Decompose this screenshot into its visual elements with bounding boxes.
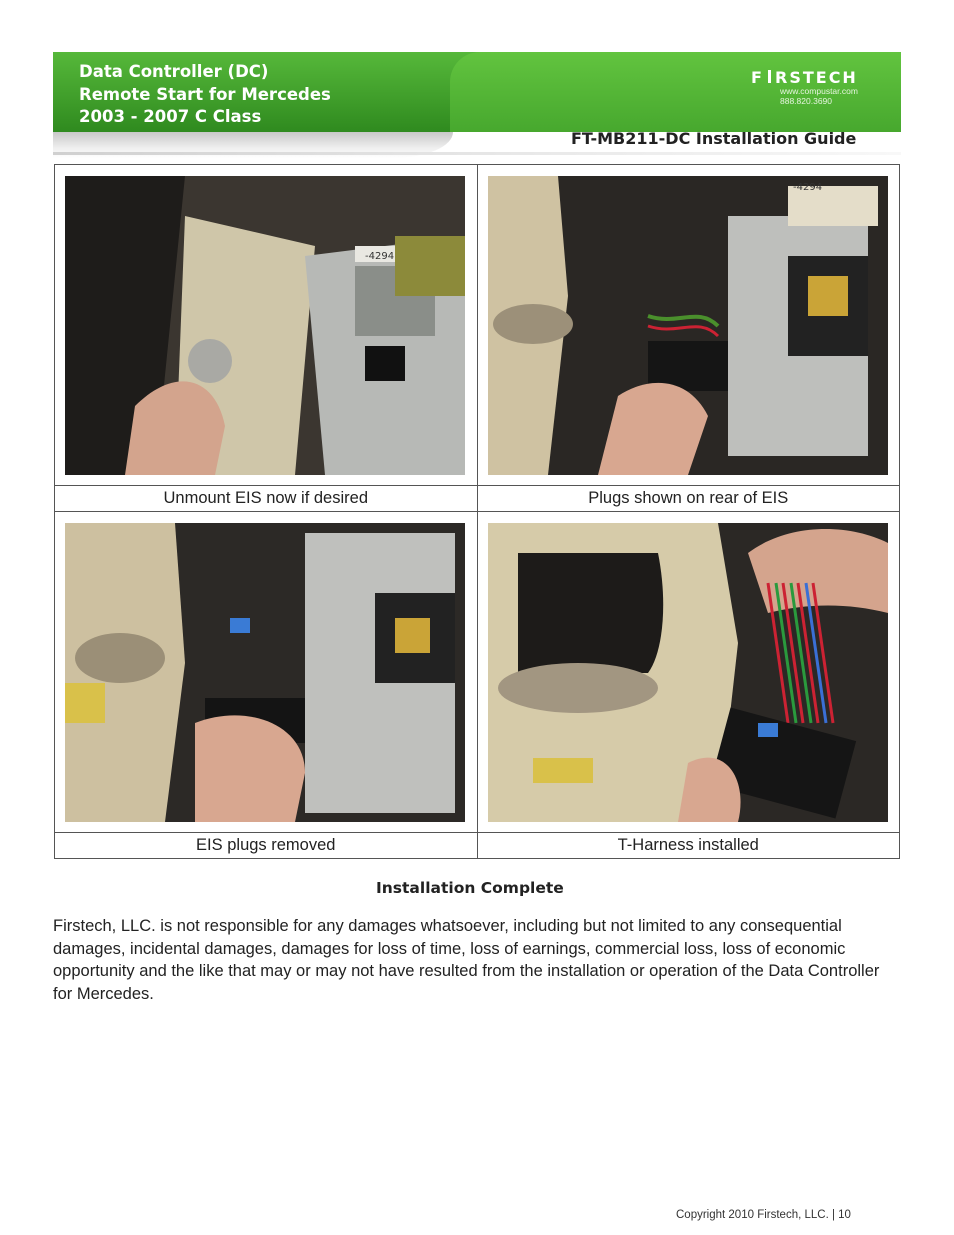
- header-divider: [53, 152, 901, 155]
- photo-cell-1: [55, 165, 478, 486]
- firstech-logo-icon: [751, 69, 879, 85]
- title-line-3: 2003 - 2007 C Class: [79, 107, 262, 126]
- caption-photo-1: Unmount EIS now if desired: [55, 486, 478, 512]
- photo-cell-3: [55, 512, 478, 833]
- caption-photo-2: Plugs shown on rear of EIS: [477, 486, 900, 512]
- photo-t-harness-installed-image: [488, 523, 888, 822]
- title-line-1: Data Controller (DC): [79, 62, 269, 81]
- caption-photo-4: T-Harness installed: [477, 833, 900, 859]
- photo-grid: [54, 164, 900, 859]
- guide-title: FT-MB211-DC Installation Guide: [571, 129, 857, 148]
- page-footer: Copyright 2010 Firstech, LLC. | 10: [676, 1209, 851, 1221]
- section-heading: Installation Complete: [376, 879, 564, 897]
- photo-eis-plugs-removed-image: [65, 523, 465, 822]
- disclaimer-paragraph: Firstech, LLC. is not responsible for any damages whatsoever, including but not limited to any consequential damages, incidental damages, damages for loss of time, loss of earnings, commercial loss, loss of economic opportunity and the like that may or may not have resulted from the installation or operation of the Data Controller for Mercedes.: [53, 917, 880, 1003]
- photo-cell-2: [477, 165, 900, 486]
- svg-text:RSTECH: RSTECH: [775, 69, 858, 85]
- photo-plugs-rear-eis: [488, 176, 888, 475]
- photo-plugs-rear-eis-image: [488, 176, 888, 475]
- photo-unmount-eis: [65, 176, 465, 475]
- photo-2-label: -4294: [792, 181, 822, 193]
- brand-url: www.compustar.com: [780, 86, 858, 96]
- brand-phone: 888.820.3690: [780, 96, 832, 106]
- photo-eis-plugs-removed: [65, 523, 465, 822]
- photo-unmount-eis-image: [65, 176, 465, 475]
- svg-text:F: F: [751, 69, 764, 85]
- title-line-2: Remote Start for Mercedes: [79, 84, 331, 104]
- caption-photo-3: EIS plugs removed: [55, 833, 478, 859]
- document-title: [79, 61, 331, 129]
- brand-contact: [780, 86, 858, 106]
- photo-cell-4: [477, 512, 900, 833]
- photo-1-label: -4294: [365, 250, 395, 262]
- photo-t-harness-installed: [488, 523, 888, 822]
